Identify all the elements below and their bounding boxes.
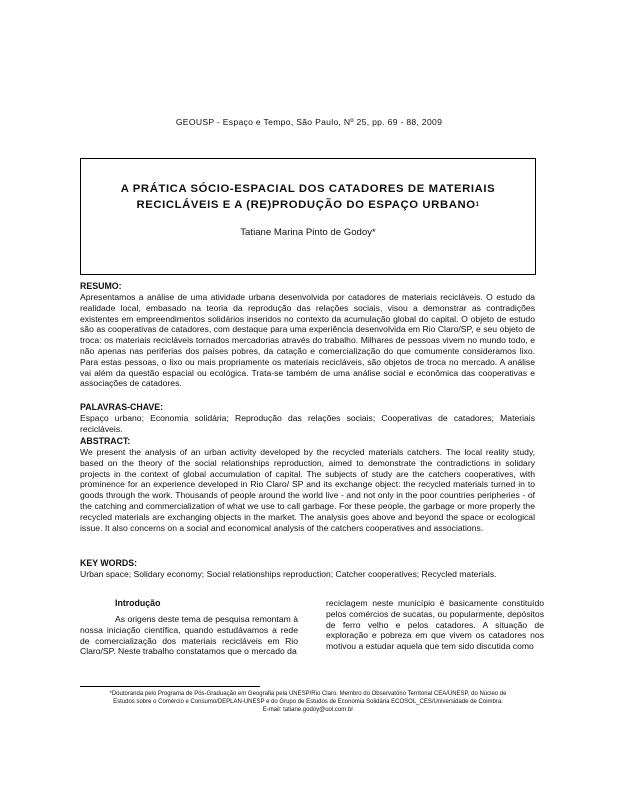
- resumo-heading: RESUMO:: [80, 281, 122, 291]
- keywords-heading: KEY WORDS:: [80, 558, 138, 568]
- abstract-text: We present the analysis of an urban activity developed by the recycled materials catchers. The local reality study, based on the theory of the social relationships reproduction, aimed to demonstrate the contradictions in solidary projects in the context of global accumulation of capital. The subjects of study are the catchers cooperatives, with prominence for an experience developed in Rio Claro/ SP and its exchange object: the recycled materials turned in to goods through the work. Thousands of people around the world live - and not only in the poor countries peripheries - of the catching and commercialization of what we use to call garbage. For these people, the garbage or more properly the recycled materials are exchanging objects in the market. The analysis goes above and beyond the space or ecological issue. It also concerns on a social and economical analysis of the catchers cooperatives and associations.: [80, 447, 535, 533]
- palavras-chave-heading: PALAVRAS-CHAVE:: [80, 402, 164, 412]
- article-title: [81, 182, 535, 213]
- footnote-line2: Estudos sobre o Comércio e Consumo/DEPLAN-UNESP e do Grupo de Estudos de Economia Solidária ECOSOL_CES/Universidade de Coimbra.: [113, 699, 503, 706]
- keywords-text: Urban space; Solidary economy; Social relationships reproduction; Catcher cooperatives; Recycled materials.: [80, 569, 497, 579]
- author-name: Tatiane Marina Pinto de Godoy*: [240, 227, 376, 238]
- intro-heading: Introdução: [115, 598, 161, 608]
- footnote: [80, 690, 536, 715]
- palavras-chave-text: Espaço urbano; Economia solidária; Reprodução das relações sociais; Cooperativas de catadores; Materiais recicláveis.: [80, 413, 535, 434]
- intro-left-column: As origens deste tema de pesquisa remontam à nossa iniciação científica, quando estudávamos a rede de comercialização dos materiais recicláveis em Rio Claro/SP. Neste trabalho constatamos que o mercado da: [80, 614, 298, 657]
- footnote-email: E-mail: tatiane.godoy@uol.com.br: [262, 707, 354, 714]
- journal-header: GEOUSP - Espaço e Tempo, São Paulo, Nº 25, pp. 69 - 88, 2009: [175, 117, 443, 127]
- article-title-line1: A PRÁTICA SÓCIO-ESPACIAL DOS CATADORES DE MATERIAIS: [120, 183, 496, 195]
- footnote-rule: [80, 686, 260, 687]
- abstract-heading: ABSTRACT:: [80, 436, 131, 446]
- article-title-line2-text: RECICLÁVEIS E A (RE)PRODUÇÃO DO ESPAÇO URBANO: [136, 198, 476, 211]
- footnote-line1: *Doutoranda pelo Programa de Pós-Graduação em Geografia pela UNESP/Rio Claro. Membro do Observatório Territorial CEA/UNESP, do Núcleo de: [109, 691, 507, 697]
- title-box: [80, 158, 536, 275]
- title-footnote-mark: 1: [475, 201, 480, 208]
- intro-right-column: reciclagem neste município é basicamente constituído pelos comércios de sucatas, ou popularmente, depósitos de ferro velho e pelos catadores. A situação de exploração e pobreza em que vivem os catadores nos motivou a estudar aquela que tem sido discutida como: [326, 598, 544, 652]
- resumo-text: Apresentamos a análise de uma atividade urbana desenvolvida por catadores de materiais recicláveis. O estudo da realidade local, embasado na teoria da reprodução das relações sociais, visou a demonstrar as contradições existentes em empreendimentos solidários inseridos no contexto da acumulação global do capital. O objeto de estudo são as cooperativas de catadores, com destaque para uma experiência desenvolvida em Rio Claro/SP, e seu objeto de troca: os materiais recicláveis tornados mercadorias através do trabalho. Milhares de pessoas vivem no mundo todo, e não apenas nas periferias dos países pobres, da catação e comercialização do que comumente consideramos lixo. Para estas pessoas, o lixo ou mais propriamente os materiais recicláveis, são objetos de troca no mercado. A análise vai além da questão espacial ou ecológica. Trata-se também de uma análise social e econômica das cooperativas e associações de catadores.: [80, 292, 535, 389]
- article-title-line2: [81, 198, 535, 214]
